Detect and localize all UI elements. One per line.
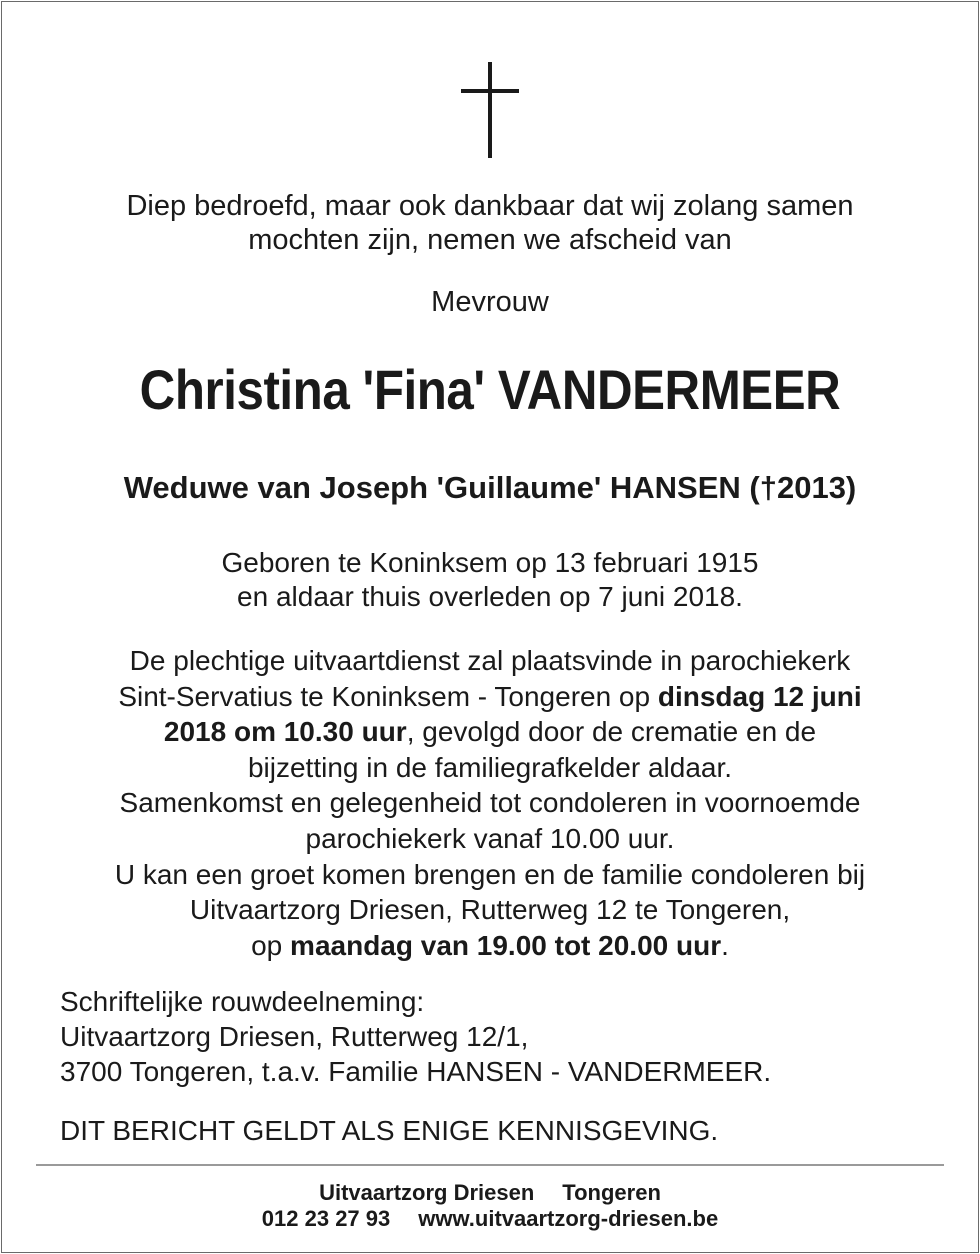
official-notice: DIT BERICHT GELDT ALS ENIGE KENNISGEVING. <box>60 1115 719 1146</box>
service-line <box>0 714 980 750</box>
intro-line: Diep bedroefd, maar ook dankbaar dat wij zolang samen <box>126 190 854 222</box>
funeral-home-name: Uitvaartzorg Driesen <box>319 1180 535 1205</box>
website-link[interactable]: www.uitvaartzorg-driesen.be <box>418 1206 719 1231</box>
intro-line: mochten zijn, nemen we afscheid van <box>248 224 732 256</box>
condolence-address <box>60 984 771 1089</box>
visitation-time: maandag van 19.00 tot 20.00 uur <box>290 929 722 961</box>
service-line: bijzetting in de familiegrafkelder aldaar. <box>247 751 733 783</box>
condolence-line: Uitvaartzorg Driesen, Rutterweg 12/1, <box>60 1021 529 1052</box>
footer-company-line <box>0 1179 980 1206</box>
service-date: dinsdag 12 juni <box>657 680 862 712</box>
service-info <box>0 643 980 963</box>
condolence-line: 3700 Tongeren, t.a.v. Familie HANSEN - VANDERMEER. <box>60 1056 772 1087</box>
death-line: en aldaar thuis overleden op 7 juni 2018. <box>237 581 743 612</box>
service-time: 2018 om 10.30 uur <box>163 716 407 748</box>
service-text: , gevolgd door de crematie en de <box>406 716 817 748</box>
birth-line: Geboren te Koninksem op 13 februari 1915 <box>221 547 759 578</box>
service-line <box>0 928 980 964</box>
service-text: . <box>721 929 729 961</box>
service-line: De plechtige uitvaartdienst zal plaatsvinde in parochiekerk <box>129 645 851 676</box>
deceased-name: Christina 'Fina' VANDERMEER <box>139 358 841 421</box>
funeral-home-city: Tongeren <box>562 1180 661 1205</box>
salutation: Mevrouw <box>431 286 549 318</box>
footer-divider <box>36 1164 944 1166</box>
service-line: parochiekerk vanaf 10.00 uur. <box>305 822 675 854</box>
service-line: Uitvaartzorg Driesen, Rutterweg 12 te Tongeren, <box>189 894 791 926</box>
cross-icon <box>461 62 519 158</box>
service-line: Samenkomst en gelegenheid tot condoleren in voornoemde <box>119 787 861 819</box>
intro-text <box>0 189 980 257</box>
spouse-line: Weduwe van Joseph 'Guillaume' HANSEN (†2013) <box>123 470 857 505</box>
service-line <box>0 679 980 715</box>
service-text: Sint-Servatius te Koninksem - Tongeren op <box>118 680 658 712</box>
condolence-line: Schriftelijke rouwdeelneming: <box>60 986 425 1017</box>
service-text: op <box>251 929 291 961</box>
birth-death-info <box>0 546 980 614</box>
service-line: U kan een groet komen brengen en de familie condoleren bij <box>114 858 866 890</box>
footer-contact-line <box>0 1205 980 1232</box>
phone-number: 012 23 27 93 <box>261 1206 391 1231</box>
